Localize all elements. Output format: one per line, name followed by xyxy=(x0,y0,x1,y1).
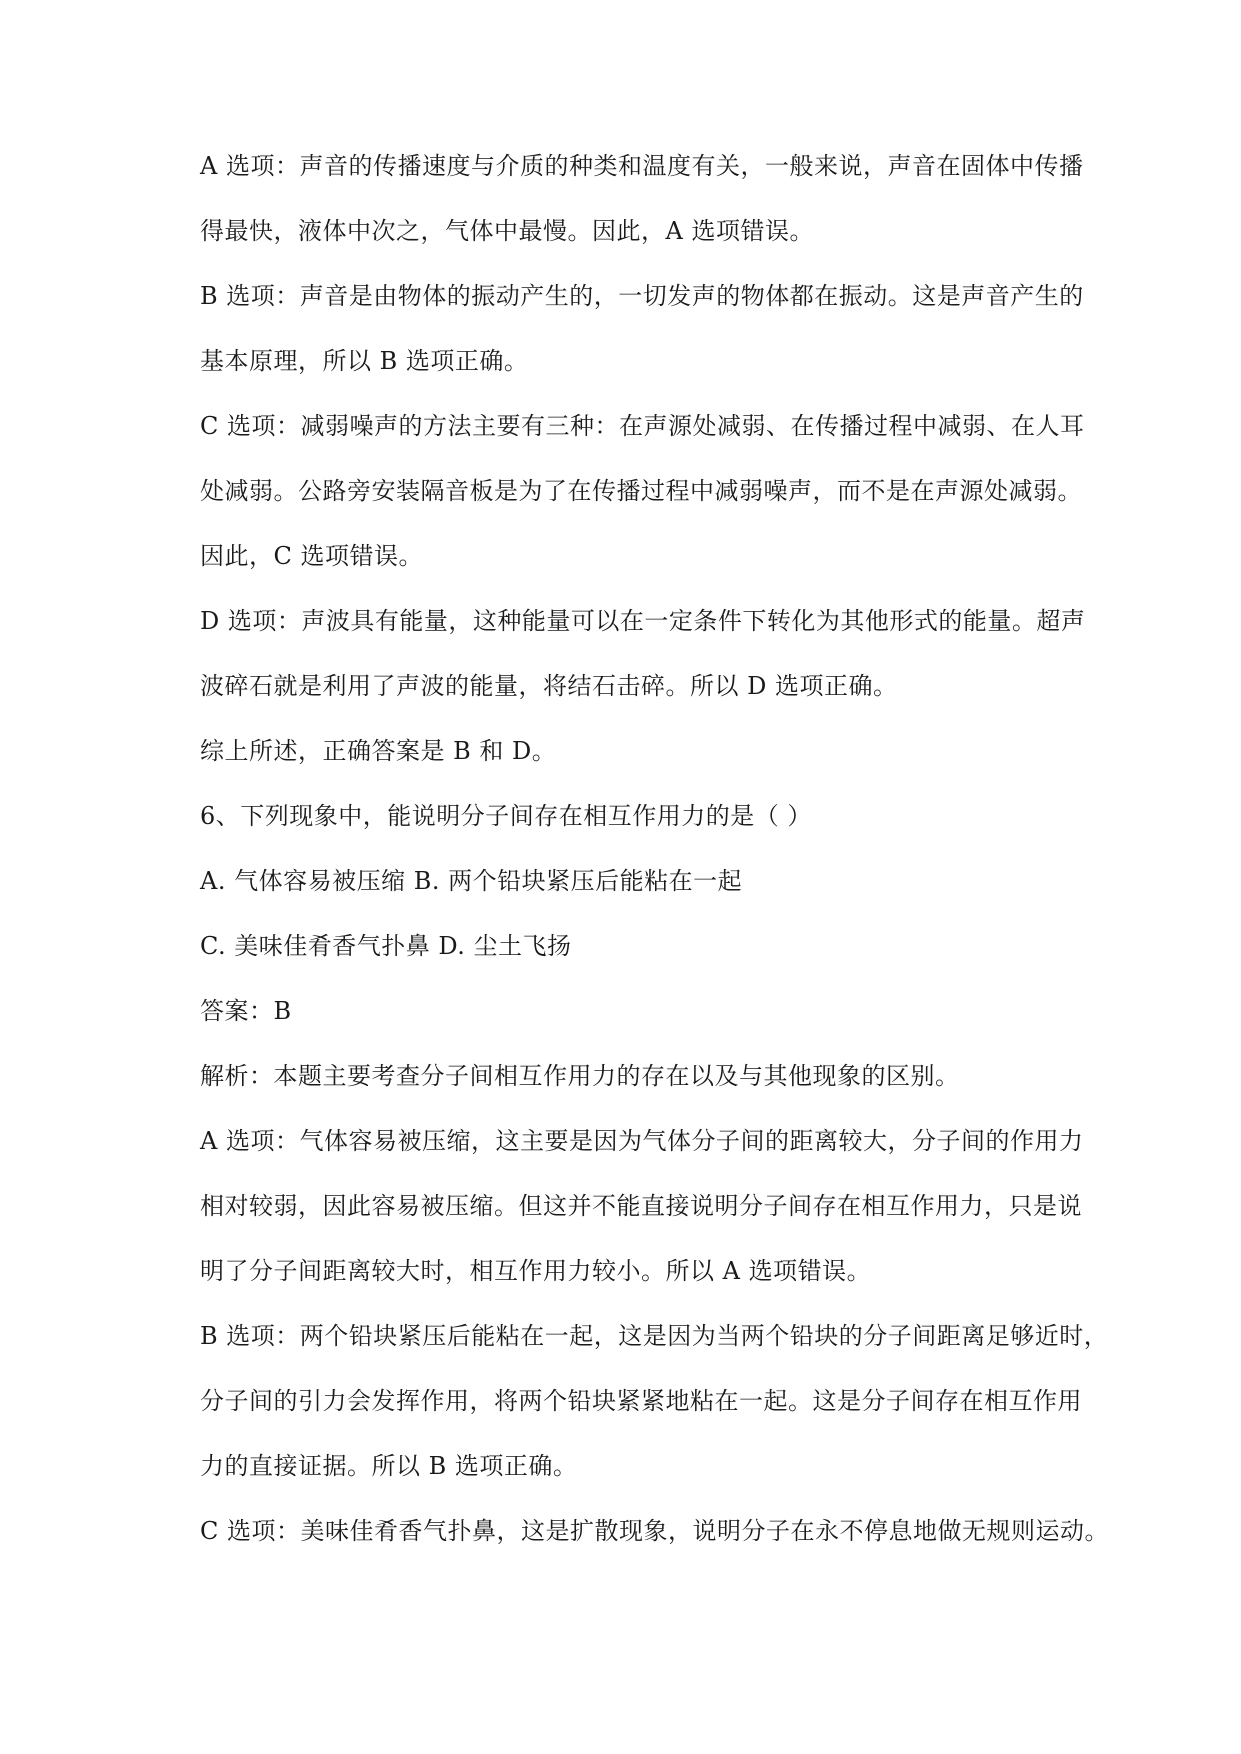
paragraph-line: 力的直接证据。所以 B 选项正确。 xyxy=(200,1452,578,1480)
paragraph-line: C 选项：减弱噪声的方法主要有三种：在声源处减弱、在传播过程中减弱、在人耳 xyxy=(200,412,1085,440)
paragraph-line: 因此，C 选项错误。 xyxy=(200,542,423,570)
answer-line: 答案：B xyxy=(200,997,292,1025)
paragraph-line: 处减弱。公路旁安装隔音板是为了在传播过程中减弱噪声，而不是在声源处减弱。 xyxy=(200,477,1082,505)
paragraph-line: A 选项：声音的传播速度与介质的种类和温度有关，一般来说，声音在固体中传播 xyxy=(200,152,1084,180)
paragraph-line: 波碎石就是利用了声波的能量，将结石击碎。所以 D 选项正确。 xyxy=(200,672,898,700)
question-options-ab: A. 气体容易被压缩 B. 两个铅块紧压后能粘在一起 xyxy=(200,867,743,895)
analysis-line: 解析：本题主要考查分子间相互作用力的存在以及与其他现象的区别。 xyxy=(200,1062,960,1090)
question-stem: 6、下列现象中，能说明分子间存在相互作用力的是（ ） xyxy=(200,802,812,830)
paragraph-line: 明了分子间距离较大时，相互作用力较小。所以 A 选项错误。 xyxy=(200,1257,872,1285)
paragraph-line: B 选项：两个铅块紧压后能粘在一起，这是因为当两个铅块的分子间距离足够近时， xyxy=(200,1322,1109,1350)
paragraph-line: 分子间的引力会发挥作用，将两个铅块紧紧地粘在一起。这是分子间存在相互作用 xyxy=(200,1387,1082,1415)
paragraph-line: A 选项：气体容易被压缩，这主要是因为气体分子间的距离较大，分子间的作用力 xyxy=(200,1127,1084,1155)
paragraph-line: 相对较弱，因此容易被压缩。但这并不能直接说明分子间存在相互作用力，只是说 xyxy=(200,1192,1082,1220)
summary-line: 综上所述，正确答案是 B 和 D。 xyxy=(200,737,557,765)
paragraph-line: 得最快，液体中次之，气体中最慢。因此，A 选项错误。 xyxy=(200,217,814,245)
paragraph-line: B 选项：声音是由物体的振动产生的，一切发声的物体都在振动。这是声音产生的 xyxy=(200,282,1084,310)
paragraph-line: 基本原理，所以 B 选项正确。 xyxy=(200,347,529,375)
question-options-cd: C. 美味佳肴香气扑鼻 D. 尘土飞扬 xyxy=(200,932,572,960)
paragraph-line: C 选项：美味佳肴香气扑鼻，这是扩散现象，说明分子在永不停息地做无规则运动。 xyxy=(200,1517,1109,1545)
paragraph-line: D 选项：声波具有能量，这种能量可以在一定条件下转化为其他形式的能量。超声 xyxy=(200,607,1086,635)
